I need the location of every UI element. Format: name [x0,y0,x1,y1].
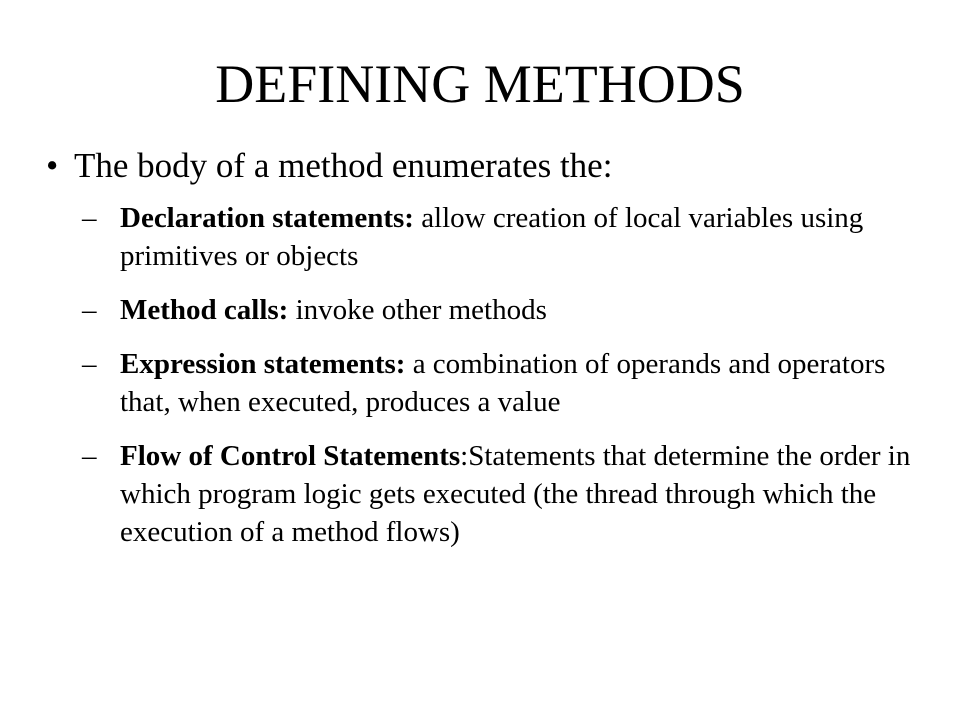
main-bullet-text: The body of a method enumerates the: [74,146,613,185]
dash-marker: – [82,440,97,472]
sub-bullet-expression [82,345,942,421]
term-flow-of-control: Flow of Control Statements [120,440,461,472]
description-flow-of-control: :Statements that determine the order in which program logic gets executed (the thread through which the execution of a method flows) [120,440,911,548]
term-declaration: Declaration statements: [120,202,414,234]
description-expression: a combination of operands and operators that, when executed, produces a value [120,348,886,418]
description-declaration: allow creation of local variables using primitives or objects [120,202,864,272]
sub-bullet-declaration [82,199,942,275]
sub-bullet-flow-of-control [82,437,942,551]
slide-title: DEFINING METHODS [215,54,745,114]
dash-marker: – [82,294,97,326]
term-expression: Expression statements: [120,348,406,380]
term-method-calls: Method calls: [120,294,289,326]
dash-marker: – [82,202,97,234]
sub-bullet-method-calls [82,291,942,329]
dash-marker: – [82,348,97,380]
bullet-marker: • [46,146,59,185]
sub-bullet-list [82,199,942,567]
description-method-calls: invoke other methods [288,294,547,326]
